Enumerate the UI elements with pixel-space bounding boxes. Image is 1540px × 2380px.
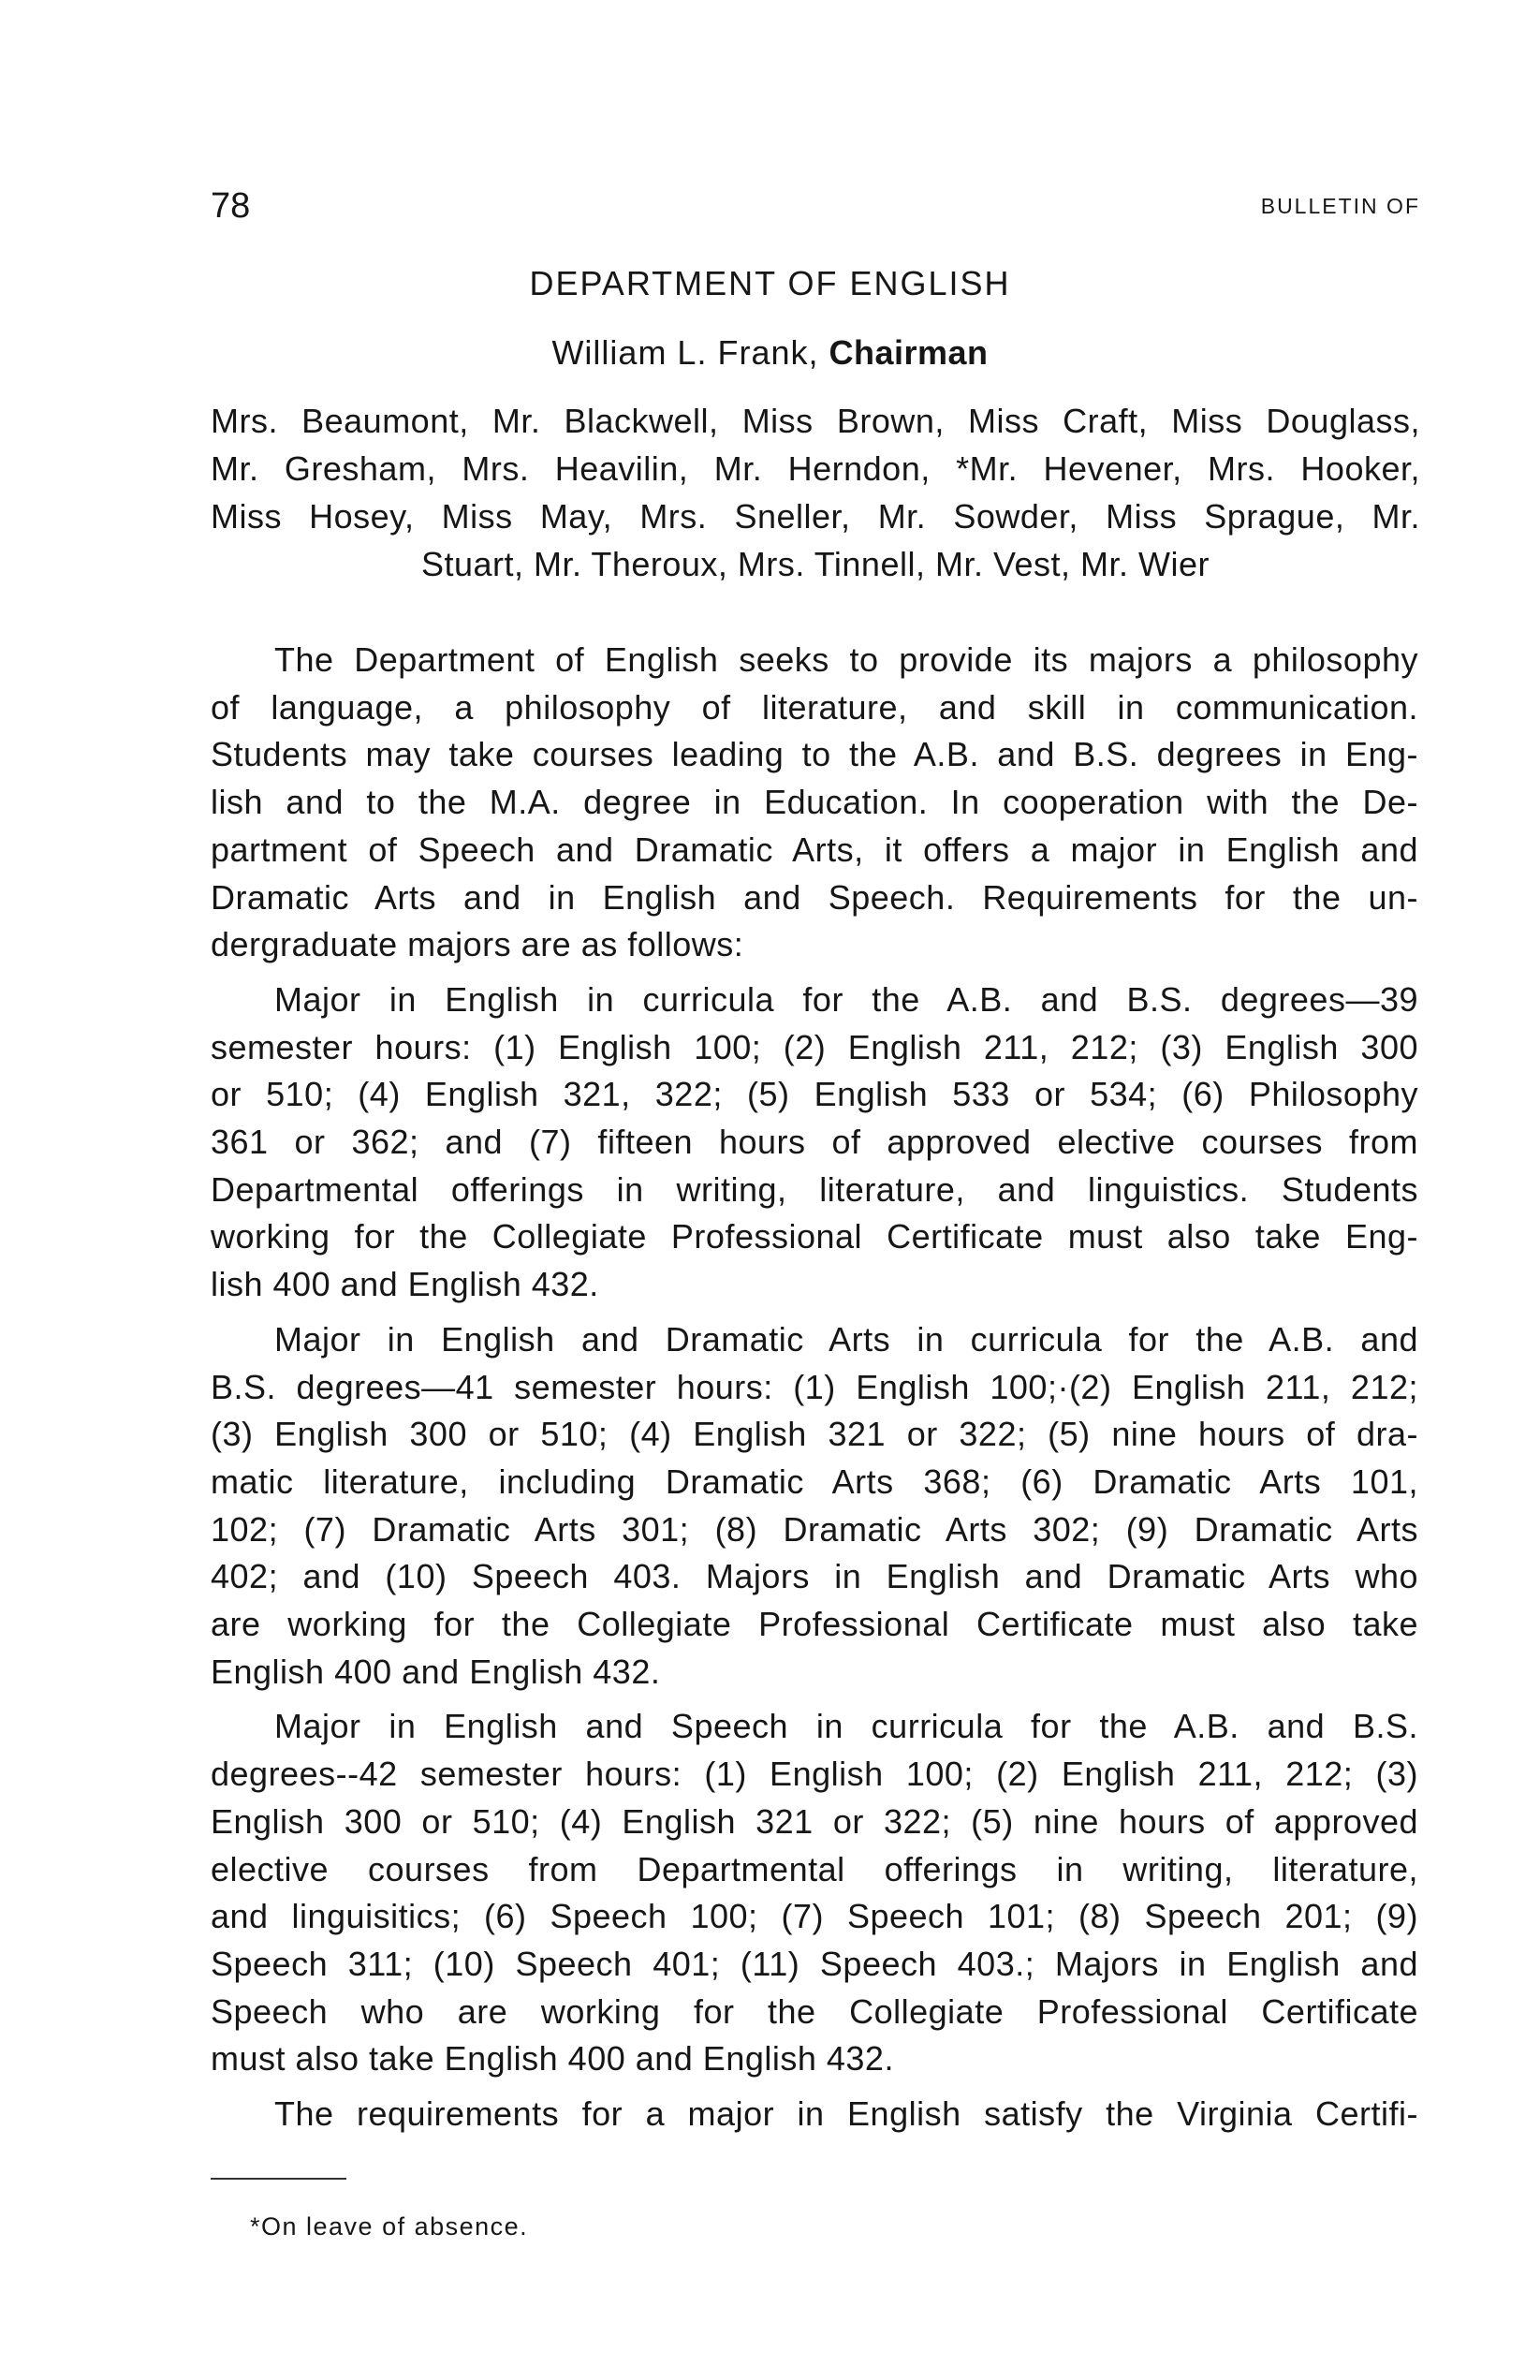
text-line: 402; and (10) Speech 403. Majors in English and Dramatic Arts who (211, 1557, 1418, 1596)
dramatic-arts-major-paragraph (211, 1316, 1418, 1697)
text-line: English 400 and English 432. (211, 1652, 661, 1691)
text-line: 102; (7) Dramatic Arts 301; (8) Dramatic Arts 302; (9) Dramatic Arts (211, 1509, 1418, 1549)
text-line: matic literature, including Dramatic Arts 368; (6) Dramatic Arts 101, (211, 1462, 1418, 1501)
text-line: Speech 311; (10) Speech 401; (11) Speech 403.; Majors in English and (211, 1944, 1418, 1983)
text-line: Major in English in curricula for the A.B. and B.S. degrees—39 (274, 979, 1418, 1019)
text-line: The Department of English seeks to provide its majors a philosophy (274, 640, 1418, 679)
body-text (211, 637, 1418, 2138)
text-line: Major in English and Dramatic Arts in curricula for the A.B. and (274, 1319, 1418, 1359)
footnote: *On leave of absence. (250, 2212, 529, 2240)
text-line: degrees--42 semester hours: (1) English 100; (2) English 211, 212; (3) (211, 1755, 1418, 1794)
text-line: Departmental offerings in writing, literature, and linguistics. Students (211, 1169, 1418, 1209)
faculty-line: Mr. Gresham, Mrs. Heavilin, Mr. Herndon, *Mr. Hevener, Mrs. Hooker, (211, 449, 1420, 488)
text-line: Students may take courses leading to the A.B. and B.S. degrees in Eng- (211, 735, 1418, 774)
text-line: Dramatic Arts and in English and Speech. Requirements for the un- (211, 877, 1418, 917)
text-line: must also take English 400 and English 432. (211, 2039, 894, 2079)
intro-paragraph (211, 637, 1418, 969)
text-line: English 300 or 510; (4) English 321 or 322; (5) nine hours of approved (211, 1801, 1418, 1841)
text-line: Major in English and Speech in curricula for the A.B. and B.S. (274, 1707, 1418, 1746)
text-line: working for the Collegiate Professional Certificate must also take Eng- (211, 1217, 1418, 1256)
chairman-line (0, 332, 1540, 374)
running-head: BULLETIN OF (1260, 194, 1420, 218)
text-line: are working for the Collegiate Professional Certificate must also take (211, 1605, 1418, 1644)
chairman-name: William L. Frank, (551, 333, 819, 372)
certification-paragraph (211, 2091, 1418, 2138)
footnote-rule (211, 2178, 346, 2180)
faculty-line: Stuart, Mr. Theroux, Mrs. Tinnell, Mr. Vest, Mr. Wier (420, 545, 1210, 583)
text-line: 361 or 362; and (7) fifteen hours of approved elective courses from (211, 1123, 1418, 1162)
department-title: DEPARTMENT OF ENGLISH (529, 264, 1011, 302)
text-line: B.S. degrees—41 semester hours: (1) English 100;·(2) English 211, 212; (211, 1367, 1418, 1406)
text-line: (3) English 300 or 510; (4) English 321 or 322; (5) nine hours of dra- (211, 1415, 1418, 1454)
text-line: and linguisitics; (6) Speech 100; (7) Speech 101; (8) Speech 201; (9) (211, 1897, 1418, 1936)
text-line: partment of Speech and Dramatic Arts, it offers a major in English and (211, 830, 1418, 869)
page-number: 78 (211, 186, 251, 226)
faculty-line: Mrs. Beaumont, Mr. Blackwell, Miss Brown, Miss Craft, Miss Douglass, (211, 402, 1420, 440)
text-line: elective courses from Departmental offerings in writing, literature, (211, 1849, 1418, 1888)
text-line: of language, a philosophy of literature, and skill in communication. (211, 687, 1418, 727)
text-line: lish and to the M.A. degree in Education. In cooperation with the De- (211, 783, 1418, 822)
text-line: semester hours: (1) English 100; (2) English 211, 212; (3) English 300 (211, 1027, 1418, 1066)
text-line: lish 400 and English 432. (211, 1265, 599, 1304)
faculty-line: Miss Hosey, Miss May, Mrs. Sneller, Mr. Sowder, Miss Sprague, Mr. (211, 497, 1420, 536)
chairman-title: Chairman (829, 333, 989, 372)
faculty-list (211, 397, 1420, 588)
text-line: Speech who are working for the Collegiate Professional Certificate (211, 1991, 1418, 2031)
speech-major-paragraph (211, 1703, 1418, 2083)
text-line: The requirements for a major in English satisfy the Virginia Certifi- (274, 2094, 1418, 2134)
english-major-paragraph (211, 977, 1418, 1309)
text-line: or 510; (4) English 321, 322; (5) English 533 or 534; (6) Philosophy (211, 1075, 1418, 1114)
text-line: dergraduate majors are as follows: (211, 925, 744, 964)
